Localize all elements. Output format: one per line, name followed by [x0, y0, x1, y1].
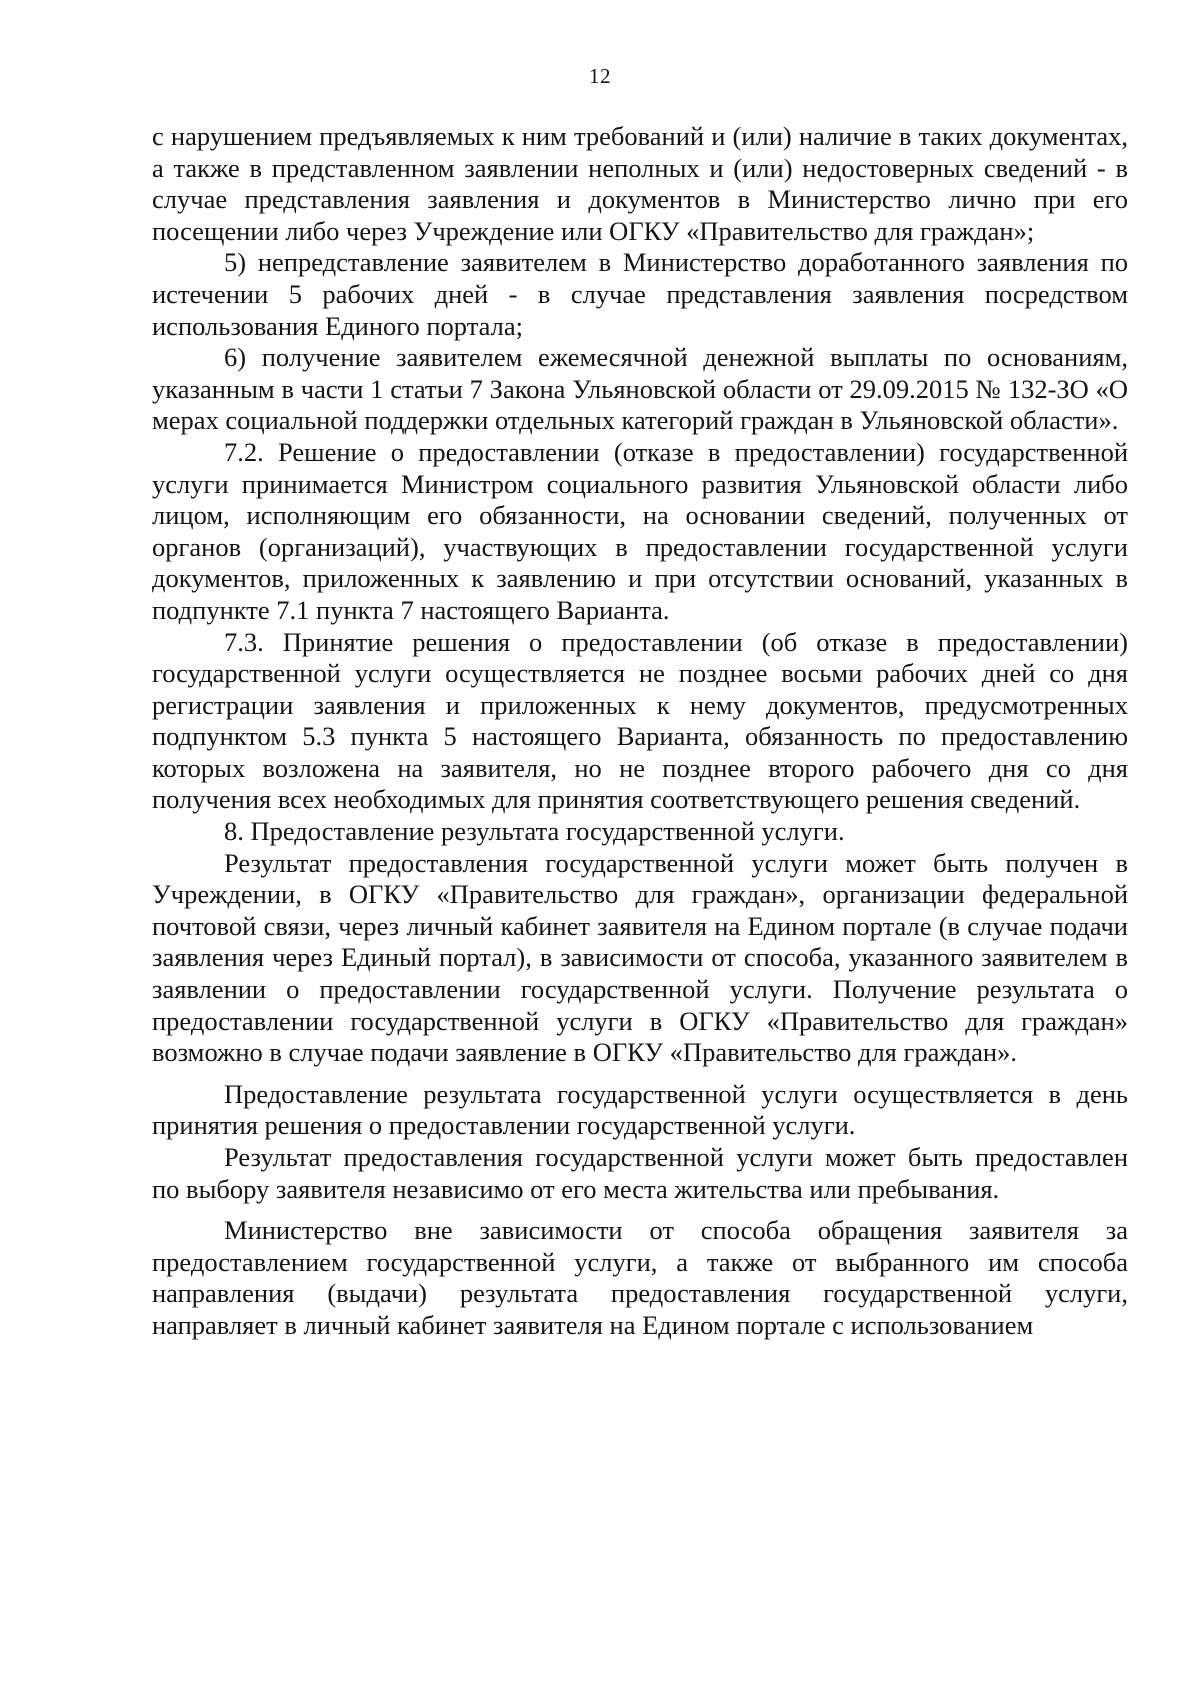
paragraph-item-6: 6) получение заявителем ежемесячной денежной выплаты по основаниям, указанным в части 1 статьи 7 Закона Ульяновской области от 29.09.2015 № 132-ЗО «О мерах социальной поддержки отдельных категорий граждан в Ульяновской области».: [152, 342, 1128, 436]
paragraph-7-2: 7.2. Решение о предоставлении (отказе в предоставлении) государственной услуги принимается Министром социального развития Ульяновской области либо лицом, исполняющим его обязанности, на основании сведений, полученных от органов (организаций), участвующих в предоставлении государственной услуги документов, приложенных к заявлению и при отсутствии оснований, указанных в подпункте 7.1 пункта 7 настоящего Варианта.: [152, 436, 1128, 625]
paragraph-result-timing: Предоставление результата государственной услуги осуществляется в день принятия решения о предоставлении государственной услуги.: [152, 1078, 1128, 1141]
paragraph-7-3: 7.3. Принятие решения о предоставлении (об отказе в предоставлении) государственной услуги осуществляется не позднее восьми рабочих дней со дня регистрации заявления и приложенных к нему документов, предусмотренных подпунктом 5.3 пункта 5 настоящего Варианта, обязанность по предоставлению которых возложена на заявителя, но не позднее второго рабочего дня со дня получения всех необходимых для принятия соответствующего решения сведений.: [152, 626, 1128, 815]
document-body: [152, 121, 1128, 1342]
paragraph-ministry-sends: Министерство вне зависимости от способа обращения заявителя за предоставлением государственной услуги, а также от выбранного им способа направления (выдачи) результата предоставления государственной услуги, направляет в личный кабинет заявителя на Едином портале с использованием: [152, 1215, 1128, 1340]
paragraph-8-heading: 8. Предоставление результата государственной услуги.: [224, 816, 845, 847]
page-number: 12: [589, 64, 611, 88]
paragraph-item-5: 5) непредставление заявителем в Министерство доработанного заявления по истечении 5 рабочих дней - в случае представления заявления посредством использования Единого портала;: [152, 247, 1128, 341]
paragraph-continuation: с нарушением предъявляемых к ним требований и (или) наличие в таких документах, а также в представленном заявлении неполных и (или) недостоверных сведений - в случае представления заявления и документов в Министерство лично при его посещении либо через Учреждение или ОГКУ «Правительство для граждан»;: [152, 121, 1128, 246]
paragraph-result-receipt: Результат предоставления государственной услуги может быть получен в Учреждении, в ОГКУ «Правительство для граждан», организации федеральной почтовой связи, через личный кабинет заявителя на Едином портале (в случае подачи заявления через Единый портал), в зависимости от способа, указанного заявителем в заявлении о предоставлении государственной услуги. Получение результата о предоставлении государственной услуги в ОГКУ «Правительство для граждан» возможно в случае подачи заявление в ОГКУ «Правительство для граждан».: [152, 847, 1128, 1068]
paragraph-result-choice: Результат предоставления государственной услуги может быть предоставлен по выбору заявителя независимо от его места жительства или пребывания.: [152, 1142, 1128, 1204]
